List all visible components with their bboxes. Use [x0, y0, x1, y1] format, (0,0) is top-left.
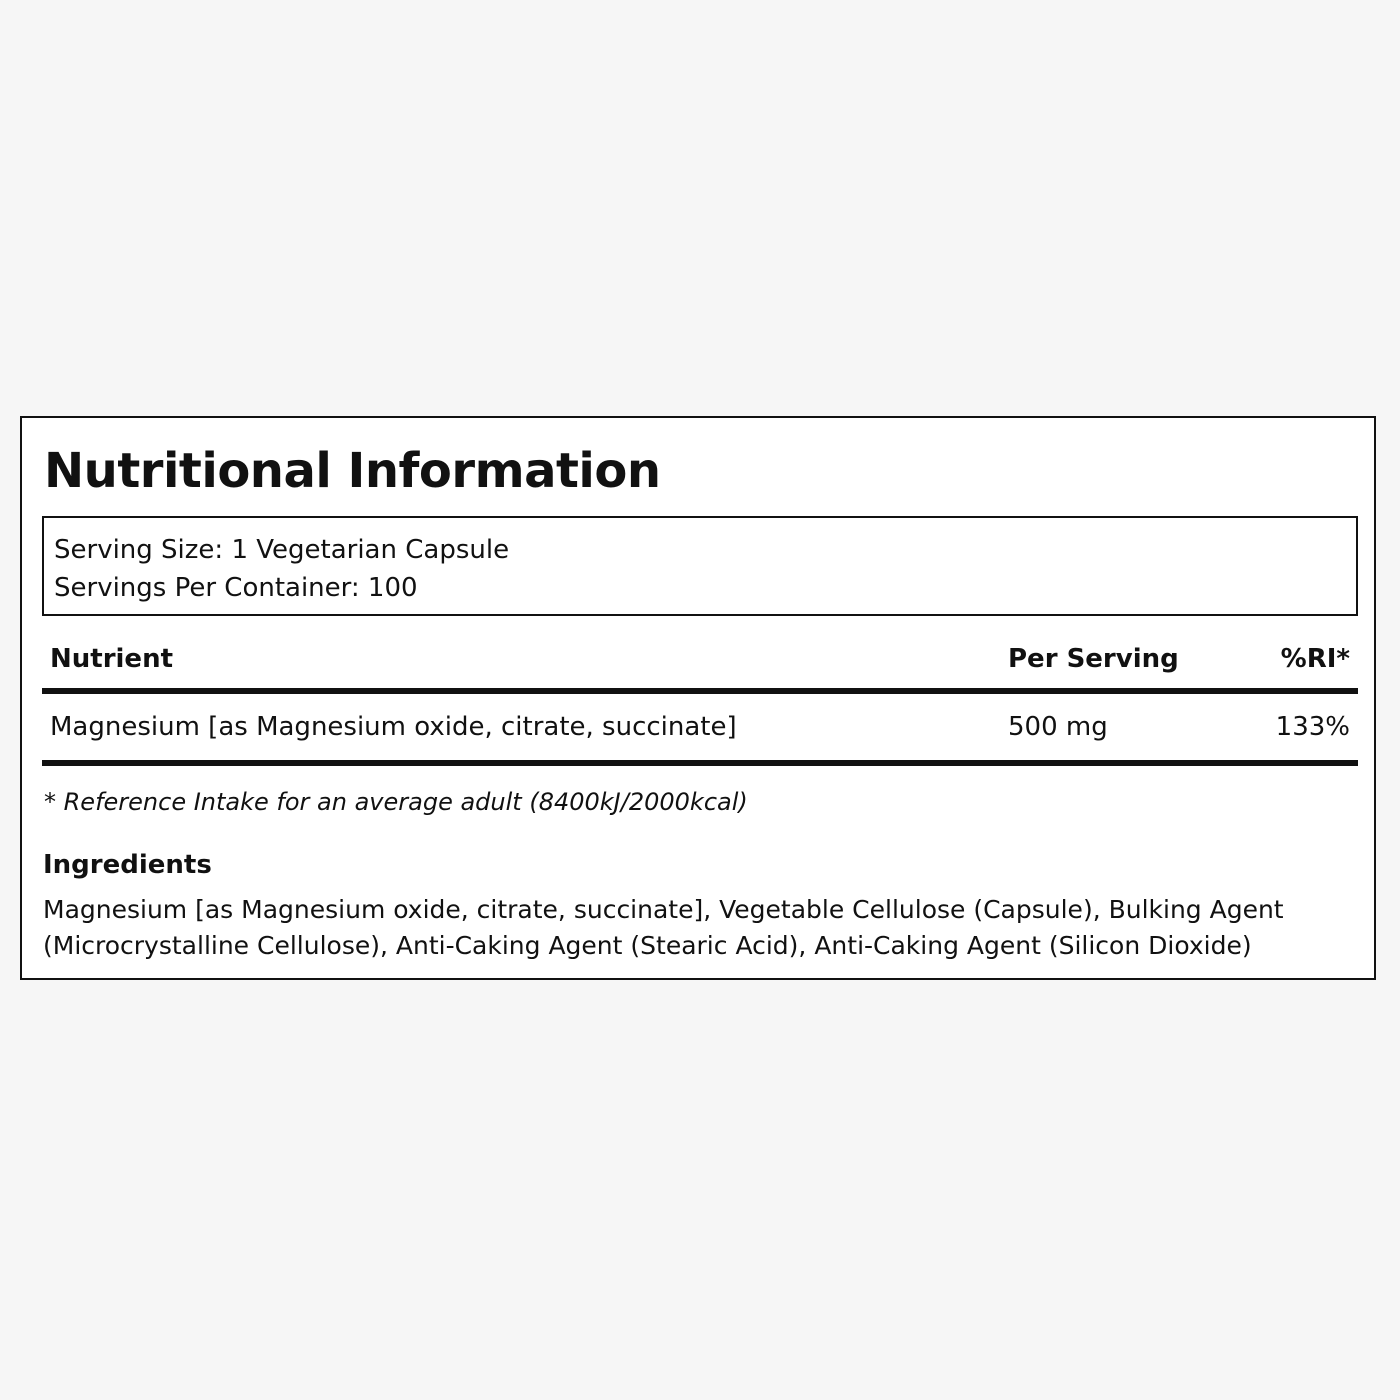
serving-info-box: [42, 516, 1358, 616]
serving-size: Serving Size: 1 Vegetarian Capsule: [54, 535, 510, 565]
nutrient-name: Magnesium [as Magnesium oxide, citrate, succinate]: [50, 712, 737, 742]
table-row: [42, 694, 1358, 766]
nutrient-per-serving: 500 mg: [1008, 712, 1108, 742]
header-nutrient: Nutrient: [50, 644, 174, 674]
reference-intake-footnote: * Reference Intake for an average adult (8400kJ/2000kcal): [44, 788, 748, 816]
label-title: Nutritional Information: [44, 443, 661, 499]
nutrient-ri: 133%: [1275, 712, 1350, 742]
header-per-serving: Per Serving: [1008, 644, 1179, 674]
ingredients-text: Magnesium [as Magnesium oxide, citrate, succinate], Vegetable Cellulose (Capsule), Bulking Agent (Microcrystalline Cellulose), Anti-Caking Agent (Stearic Acid), Anti-Caking Agent (Silicon Dioxide): [43, 895, 1284, 960]
table-header-row: [42, 640, 1358, 694]
servings-per-container: Servings Per Container: 100: [54, 573, 418, 603]
nutrition-label-card: [20, 416, 1376, 980]
nutrient-table: [42, 640, 1358, 766]
header-ri: %RI*: [1280, 644, 1350, 674]
ingredients-heading: Ingredients: [43, 850, 212, 880]
